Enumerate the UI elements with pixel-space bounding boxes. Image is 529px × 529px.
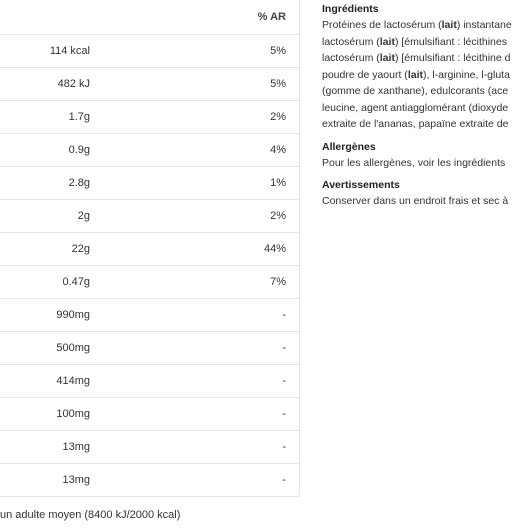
ingredients-line [322, 17, 529, 34]
allergen-highlight: lait [379, 52, 395, 64]
ingredients-segment: lactosérum ( [322, 35, 380, 48]
allergen-highlight: lait [407, 68, 423, 81]
ingredients-section [322, 0, 529, 133]
ingredients-segment: leucine, agent antiagglomérant (dioxyde [322, 101, 509, 114]
header-ar: % AR [195, 0, 300, 35]
table-row [0, 365, 300, 398]
table-row [0, 266, 300, 299]
nutrient-ar: 44% [195, 233, 300, 266]
table-header-row [0, 0, 300, 35]
warnings-title: Avertissements [322, 179, 400, 191]
nutrient-ar: 5% [195, 35, 300, 68]
nutrient-value: 500mg [0, 332, 195, 365]
header-value [0, 0, 195, 35]
warnings-section [322, 177, 529, 210]
nutrient-value: 22g [0, 233, 195, 266]
product-info-panel [322, 0, 529, 216]
allergen-highlight: lait [441, 19, 457, 31]
ingredients-segment: poudre de yaourt ( [322, 68, 408, 81]
allergens-text: Pour les allergènes, voir les ingrédients [322, 156, 506, 169]
nutrient-ar: 2% [195, 200, 300, 233]
ingredients-segment: (gomme de xanthane), edulcorants (ace [322, 85, 509, 97]
nutrient-value: 13mg [0, 464, 195, 497]
nutrient-ar: 4% [195, 134, 300, 167]
ingredients-line [322, 100, 529, 117]
ingredients-title: Ingrédients [322, 3, 379, 15]
table-row [0, 167, 300, 200]
nutrient-ar: - [195, 398, 300, 431]
nutrient-ar: - [195, 365, 300, 398]
ingredients-segment: lactosérum ( [322, 52, 380, 64]
nutrient-ar: - [195, 299, 300, 332]
table-row [0, 464, 300, 497]
table-row [0, 134, 300, 167]
table-footnote: un adulte moyen (8400 kJ/2000 kcal) [0, 509, 181, 521]
allergen-highlight: lait [379, 35, 395, 48]
table-row [0, 35, 300, 68]
nutrient-ar: - [195, 464, 300, 497]
nutrient-value: 114 kcal [0, 35, 195, 68]
warnings-text: Conserver dans un endroit frais et sec à [322, 195, 509, 207]
table-row [0, 101, 300, 134]
table-row [0, 68, 300, 101]
nutrient-ar: 7% [195, 266, 300, 299]
ingredients-line [322, 116, 529, 133]
ingredients-segment: ) [émulsifiant : lécithine d [394, 52, 511, 64]
nutrient-value: 2.8g [0, 167, 195, 200]
ingredients-segment: Protéines de lactosérum ( [322, 19, 442, 31]
ingredients-line [322, 34, 529, 51]
nutrient-value: 2g [0, 200, 195, 233]
ingredients-line [322, 50, 529, 67]
ingredients-line [322, 83, 529, 100]
table-row [0, 398, 300, 431]
nutrient-value: 100mg [0, 398, 195, 431]
ingredients-line [322, 67, 529, 84]
nutrition-table-body [0, 35, 300, 497]
ingredients-text [322, 17, 529, 133]
ingredients-segment: ) instantane [456, 19, 512, 31]
nutrient-ar: 1% [195, 167, 300, 200]
nutrient-value: 414mg [0, 365, 195, 398]
ingredients-segment: ) [émulsifiant : lécithines [394, 35, 507, 48]
nutrient-ar: 5% [195, 68, 300, 101]
nutrient-value: 0.47g [0, 266, 195, 299]
table-row [0, 200, 300, 233]
table-row [0, 233, 300, 266]
nutrient-value: 0.9g [0, 134, 195, 167]
allergens-title: Allergènes [322, 140, 376, 153]
nutrient-ar: - [195, 332, 300, 365]
table-row [0, 299, 300, 332]
nutrient-value: 990mg [0, 299, 195, 332]
nutrient-ar: 2% [195, 101, 300, 134]
table-row [0, 431, 300, 464]
table-row [0, 332, 300, 365]
allergens-section [322, 139, 529, 172]
nutrient-value: 1.7g [0, 101, 195, 134]
nutrient-value: 13mg [0, 431, 195, 464]
nutrient-ar: - [195, 431, 300, 464]
ingredients-segment: extraite de l'ananas, papaïne extraite de [322, 118, 509, 130]
ingredients-segment: ), l-arginine, l-gluta [422, 68, 510, 81]
nutrient-value: 482 kJ [0, 68, 195, 101]
